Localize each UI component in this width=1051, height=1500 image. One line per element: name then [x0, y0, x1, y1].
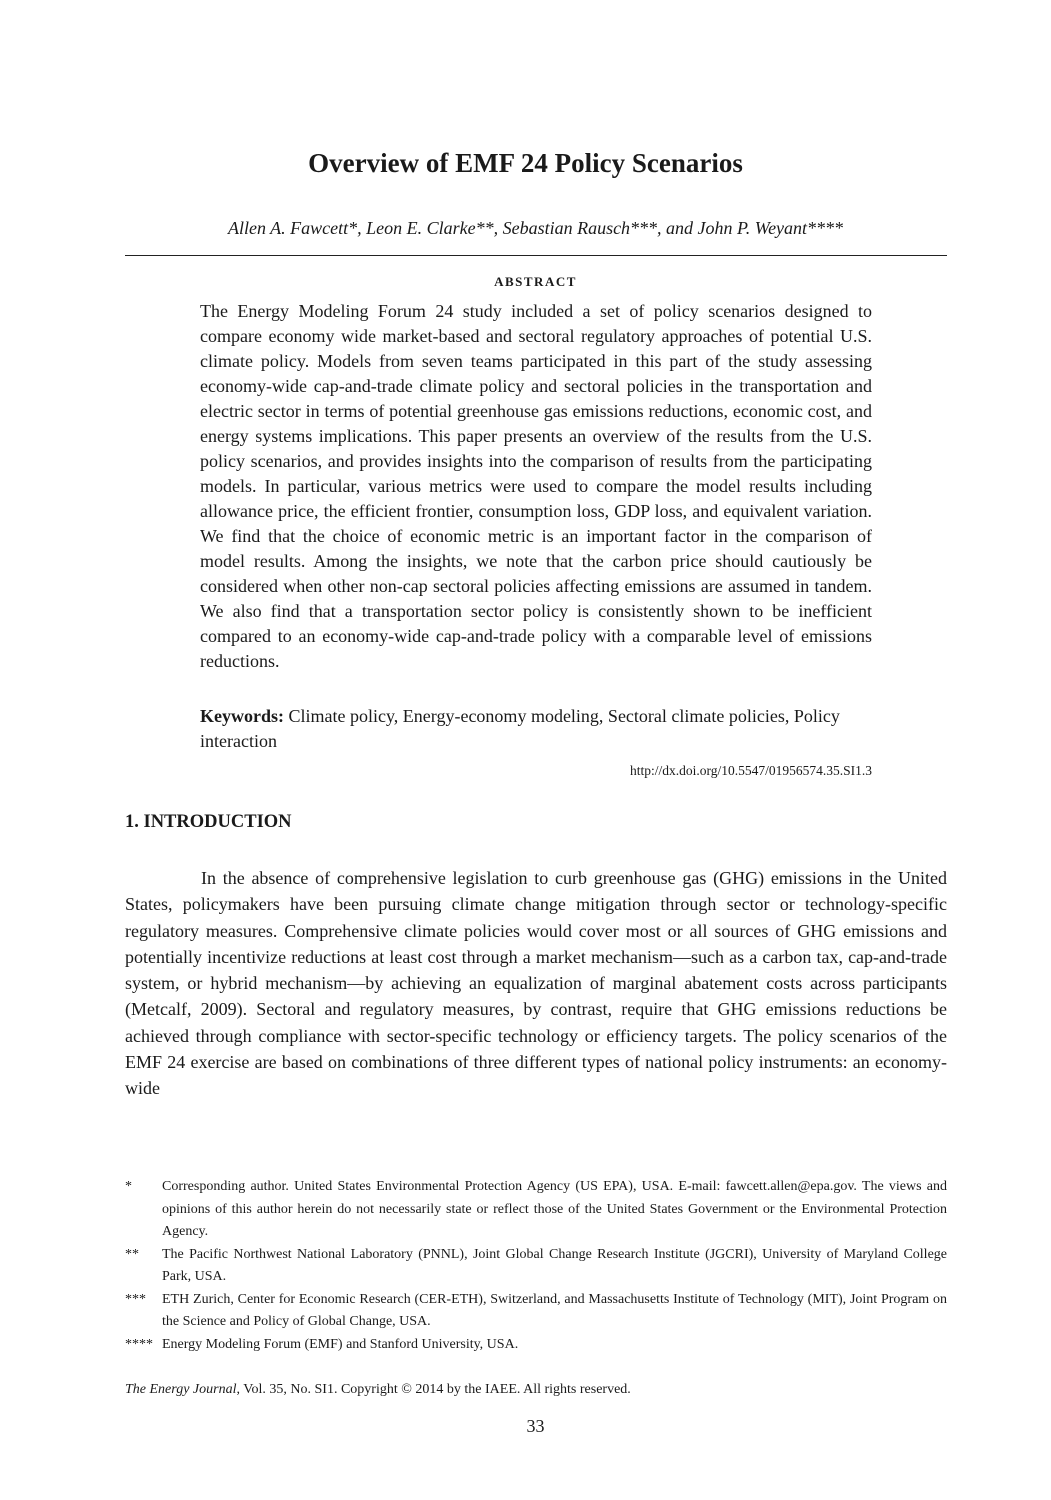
keywords-list: Climate policy, Energy-economy modeling, Sectoral climate policies, Policy interaction: [200, 706, 840, 751]
page-number: 33: [526, 1416, 545, 1436]
footnote-mark: *: [125, 1179, 132, 1194]
footnote-mark: ****: [125, 1336, 153, 1352]
journal-details: , Vol. 35, No. SI1. Copyright © 2014 by the IAEE. All rights reserved.: [236, 1382, 631, 1397]
keywords-label: Keywords:: [200, 706, 284, 726]
footnote-text: The Pacific Northwest National Laboratory (PNNL), Joint Global Change Research Institute (JGCRI), University of Maryland College Park, USA.: [162, 1246, 947, 1284]
journal-citation: [125, 1382, 631, 1398]
abstract-heading: ABSTRACT: [494, 274, 577, 289]
author-list: Allen A. Fawcett*, Leon E. Clarke**, Sebastian Rausch***, and John P. Weyant****: [227, 218, 844, 238]
footnote-text: Corresponding author. United States Environmental Protection Agency (US EPA), USA. E-mail: fawcett.allen@epa.gov. The views and opinions of this author herein do not necessarily state or reflect those of the United States Government or the Environmental Protection Agency.: [162, 1179, 947, 1239]
footnote-text: ETH Zurich, Center for Economic Research (CER-ETH), Switzerland, and Massachusetts Institute of Technology (MIT), Joint Program on the Science and Policy of Global Change, USA.: [162, 1291, 947, 1329]
paper-title: Overview of EMF 24 Policy Scenarios: [308, 148, 743, 178]
footnote: [125, 1244, 947, 1289]
footnote: [125, 1176, 947, 1244]
doi-link[interactable]: http://dx.doi.org/10.5547/01956574.35.SI1.3: [629, 763, 872, 778]
keywords: [200, 704, 872, 754]
footnotes: [125, 1176, 947, 1356]
footnote: [125, 1289, 947, 1334]
footnote-text: Energy Modeling Forum (EMF) and Stanford University, USA.: [162, 1336, 519, 1352]
header-rule: [125, 255, 947, 256]
introduction-paragraph: In the absence of comprehensive legislation to curb greenhouse gas (GHG) emissions in the United States, policymakers have been pursuing climate change mitigation through sector or technology-specific regulatory measures. Comprehensive climate policies would cover most or all sources of GHG emissions and potentially incentivize reductions at least cost through a market mechanism—such as a carbon tax, cap-and-trade system, or hybrid mechanism—by achieving an equalization of marginal abatement costs across participants (Metcalf, 2009). Sectoral and regulatory measures, by contrast, require that GHG emissions reductions be achieved through compliance with sector-specific technology or efficiency targets. The policy scenarios of the EMF 24 exercise are based on combinations of three different types of national policy instruments: an economy-wide: [125, 868, 947, 1099]
footnote-mark: ***: [125, 1291, 146, 1307]
journal-name: The Energy Journal: [125, 1382, 237, 1397]
section-heading-introduction: 1. INTRODUCTION: [125, 812, 292, 832]
abstract-text: The Energy Modeling Forum 24 study included a set of policy scenarios designed to compare economy wide market-based and sectoral regulatory approaches of potential U.S. climate policy. Models from seven teams participated in this part of the study assessing economy-wide cap-and-trade climate policy and sectoral policies in the transportation and electric sector in terms of potential greenhouse gas emissions reductions, economic cost, and energy systems implications. This paper presents an overview of the results from the U.S. policy scenarios, and provides insights into the comparison of results from the participating models. In particular, various metrics were used to compare the model results including allowance price, the efficient frontier, consumption loss, GDP loss, and equivalent variation. We find that the choice of economic metric is an important factor in the comparison of model results. Among the insights, we note that the carbon price should cautiously be considered when other non-cap sectoral policies affecting emissions are assumed in tandem. We also find that a transportation sector policy is consistently shown to be inefficient compared to an economy-wide cap-and-trade policy with a comparable level of emissions reductions.: [200, 301, 872, 671]
footnote: [125, 1334, 947, 1357]
footnote-mark: **: [125, 1246, 139, 1262]
